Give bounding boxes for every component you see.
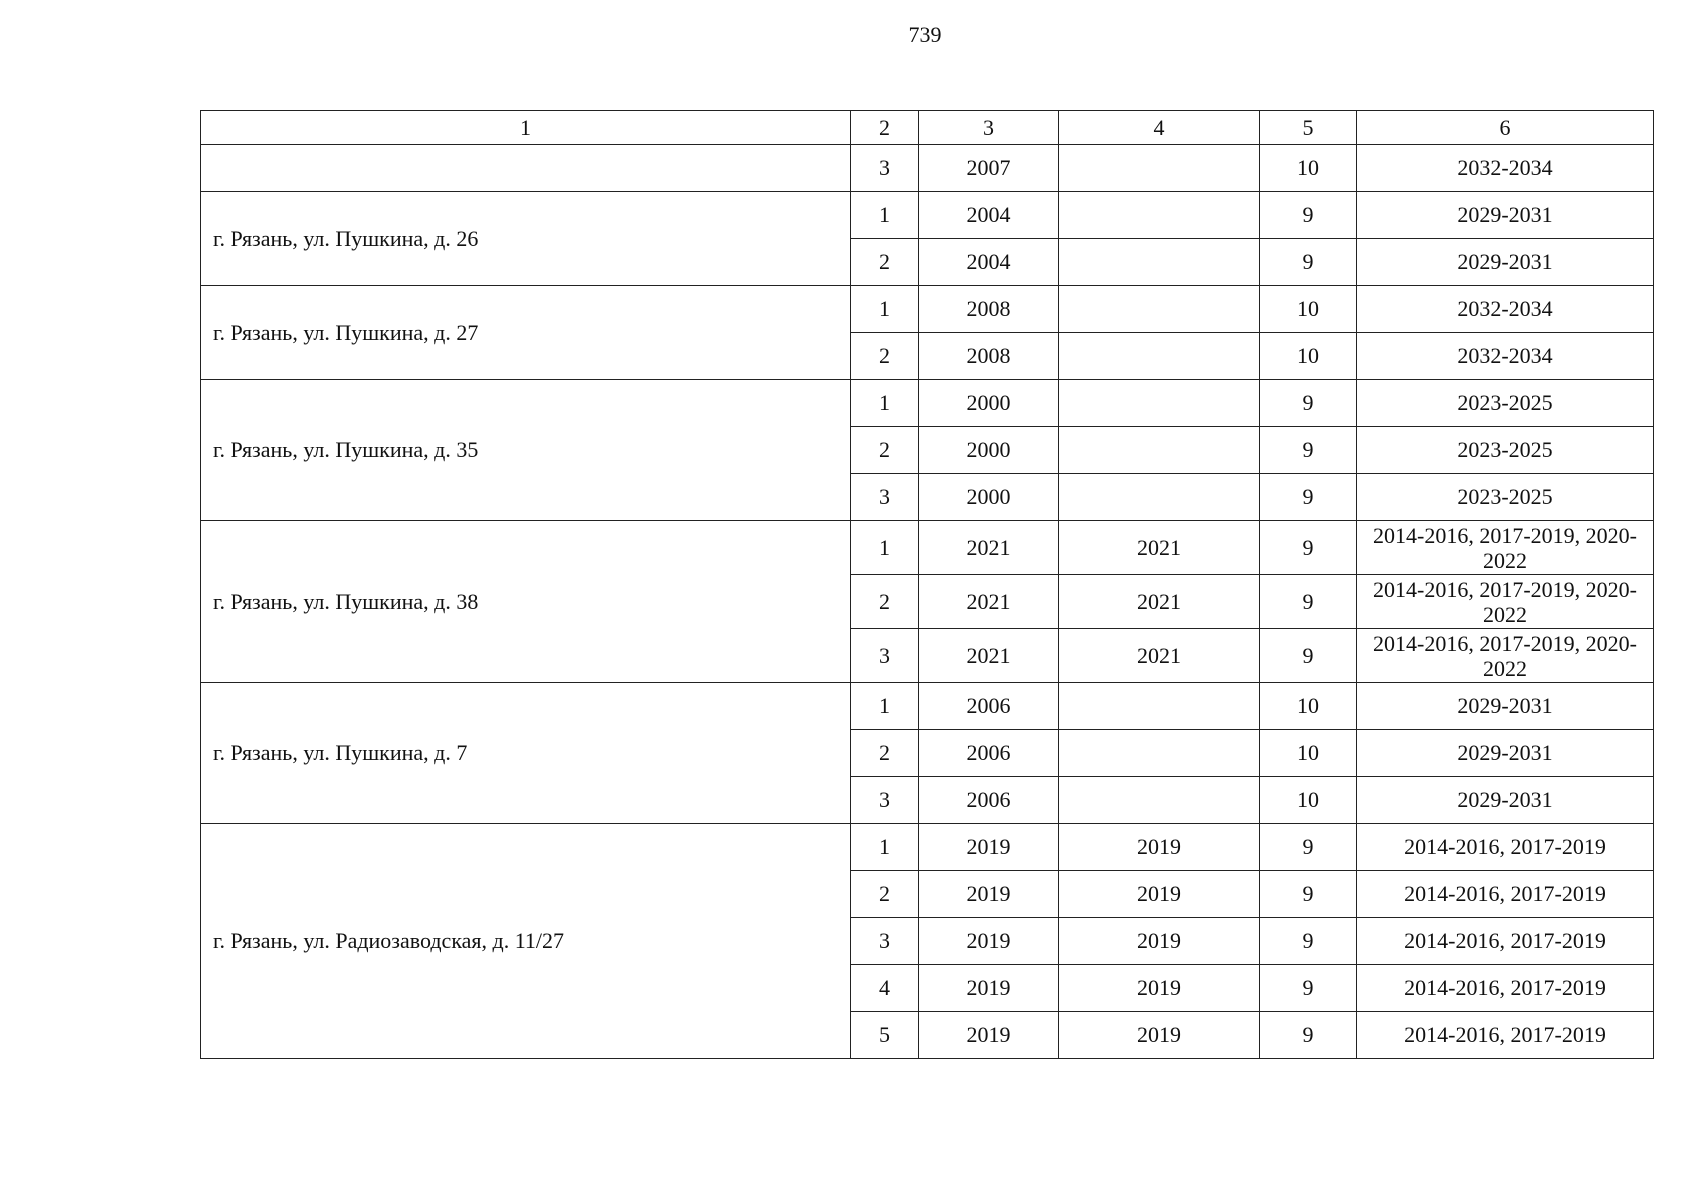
year-cell: 2021 [919, 629, 1059, 683]
year-done-cell [1059, 777, 1260, 824]
schedule-table [200, 110, 1654, 1059]
entrance-number-cell: 2 [851, 575, 919, 629]
period-cell: 2029-2031 [1357, 777, 1654, 824]
entrance-number-cell: 3 [851, 145, 919, 192]
floors-cell: 10 [1260, 333, 1357, 380]
period-cell: 2014-2016, 2017-2019 [1357, 918, 1654, 965]
table-row [201, 683, 1654, 730]
floors-cell: 9 [1260, 521, 1357, 575]
period-cell: 2029-2031 [1357, 730, 1654, 777]
period-cell: 2023-2025 [1357, 380, 1654, 427]
address-cell: г. Рязань, ул. Радиозаводская, д. 11/27 [201, 824, 851, 1059]
entrance-number-cell: 1 [851, 192, 919, 239]
period-cell: 2014-2016, 2017-2019 [1357, 824, 1654, 871]
table-row [201, 192, 1654, 239]
floors-cell: 9 [1260, 1012, 1357, 1059]
year-done-cell [1059, 380, 1260, 427]
year-cell: 2007 [919, 145, 1059, 192]
year-done-cell [1059, 474, 1260, 521]
floors-cell: 9 [1260, 629, 1357, 683]
floors-cell: 9 [1260, 239, 1357, 286]
floors-cell: 9 [1260, 575, 1357, 629]
year-cell: 2021 [919, 521, 1059, 575]
period-cell: 2014-2016, 2017-2019 [1357, 1012, 1654, 1059]
floors-cell: 9 [1260, 380, 1357, 427]
entrance-number-cell: 2 [851, 427, 919, 474]
year-done-cell: 2021 [1059, 575, 1260, 629]
year-cell: 2000 [919, 427, 1059, 474]
entrance-number-cell: 3 [851, 777, 919, 824]
floors-cell: 10 [1260, 777, 1357, 824]
page-number: 739 [908, 22, 942, 47]
column-number-cell: 6 [1357, 111, 1654, 145]
period-cell: 2023-2025 [1357, 474, 1654, 521]
address-cell: г. Рязань, ул. Пушкина, д. 26 [201, 192, 851, 286]
year-done-cell [1059, 427, 1260, 474]
entrance-number-cell: 2 [851, 871, 919, 918]
period-cell: 2014-2016, 2017-2019, 2020-2022 [1357, 521, 1654, 575]
table-row [201, 380, 1654, 427]
period-cell: 2032-2034 [1357, 145, 1654, 192]
entrance-number-cell: 1 [851, 286, 919, 333]
column-number-cell: 4 [1059, 111, 1260, 145]
year-cell: 2006 [919, 777, 1059, 824]
period-cell: 2014-2016, 2017-2019 [1357, 965, 1654, 1012]
entrance-number-cell: 1 [851, 380, 919, 427]
year-done-cell: 2021 [1059, 629, 1260, 683]
floors-cell: 9 [1260, 871, 1357, 918]
column-number-cell: 1 [201, 111, 851, 145]
address-cell: г. Рязань, ул. Пушкина, д. 35 [201, 380, 851, 521]
year-done-cell: 2019 [1059, 824, 1260, 871]
entrance-number-cell: 5 [851, 1012, 919, 1059]
floors-cell: 10 [1260, 730, 1357, 777]
year-done-cell [1059, 683, 1260, 730]
year-done-cell [1059, 286, 1260, 333]
address-cell: г. Рязань, ул. Пушкина, д. 38 [201, 521, 851, 683]
year-done-cell: 2019 [1059, 918, 1260, 965]
address-cell: г. Рязань, ул. Пушкина, д. 7 [201, 683, 851, 824]
floors-cell: 10 [1260, 683, 1357, 730]
floors-cell: 9 [1260, 192, 1357, 239]
floors-cell: 9 [1260, 824, 1357, 871]
entrance-number-cell: 2 [851, 239, 919, 286]
table-row [201, 286, 1654, 333]
period-cell: 2032-2034 [1357, 333, 1654, 380]
year-cell: 2000 [919, 474, 1059, 521]
address-cell: г. Рязань, ул. Пушкина, д. 27 [201, 286, 851, 380]
entrance-number-cell: 1 [851, 521, 919, 575]
entrance-number-cell: 4 [851, 965, 919, 1012]
column-number-cell: 3 [919, 111, 1059, 145]
column-number-row [201, 111, 1654, 145]
year-done-cell: 2019 [1059, 1012, 1260, 1059]
address-cell [201, 145, 851, 192]
year-done-cell: 2019 [1059, 871, 1260, 918]
column-number-cell: 2 [851, 111, 919, 145]
year-cell: 2019 [919, 918, 1059, 965]
year-cell: 2006 [919, 730, 1059, 777]
year-done-cell [1059, 239, 1260, 286]
period-cell: 2014-2016, 2017-2019, 2020-2022 [1357, 575, 1654, 629]
period-cell: 2032-2034 [1357, 286, 1654, 333]
period-cell: 2014-2016, 2017-2019, 2020-2022 [1357, 629, 1654, 683]
year-done-cell [1059, 333, 1260, 380]
year-done-cell [1059, 730, 1260, 777]
floors-cell: 9 [1260, 474, 1357, 521]
floors-cell: 9 [1260, 918, 1357, 965]
year-cell: 2004 [919, 192, 1059, 239]
entrance-number-cell: 3 [851, 629, 919, 683]
floors-cell: 10 [1260, 145, 1357, 192]
year-cell: 2019 [919, 824, 1059, 871]
year-cell: 2004 [919, 239, 1059, 286]
year-done-cell: 2021 [1059, 521, 1260, 575]
period-cell: 2029-2031 [1357, 192, 1654, 239]
year-done-cell: 2019 [1059, 965, 1260, 1012]
entrance-number-cell: 3 [851, 918, 919, 965]
floors-cell: 10 [1260, 286, 1357, 333]
year-cell: 2019 [919, 965, 1059, 1012]
entrance-number-cell: 1 [851, 824, 919, 871]
table-row [201, 145, 1654, 192]
year-cell: 2019 [919, 871, 1059, 918]
entrance-number-cell: 1 [851, 683, 919, 730]
table-row [201, 824, 1654, 871]
schedule-body [201, 111, 1654, 1059]
year-done-cell [1059, 145, 1260, 192]
period-cell: 2029-2031 [1357, 683, 1654, 730]
entrance-number-cell: 2 [851, 730, 919, 777]
year-cell: 2008 [919, 286, 1059, 333]
entrance-number-cell: 3 [851, 474, 919, 521]
year-cell: 2019 [919, 1012, 1059, 1059]
floors-cell: 9 [1260, 965, 1357, 1012]
entrance-number-cell: 2 [851, 333, 919, 380]
year-done-cell [1059, 192, 1260, 239]
period-cell: 2023-2025 [1357, 427, 1654, 474]
period-cell: 2029-2031 [1357, 239, 1654, 286]
column-number-cell: 5 [1260, 111, 1357, 145]
year-cell: 2008 [919, 333, 1059, 380]
table-row [201, 521, 1654, 575]
period-cell: 2014-2016, 2017-2019 [1357, 871, 1654, 918]
year-cell: 2021 [919, 575, 1059, 629]
year-cell: 2006 [919, 683, 1059, 730]
floors-cell: 9 [1260, 427, 1357, 474]
year-cell: 2000 [919, 380, 1059, 427]
